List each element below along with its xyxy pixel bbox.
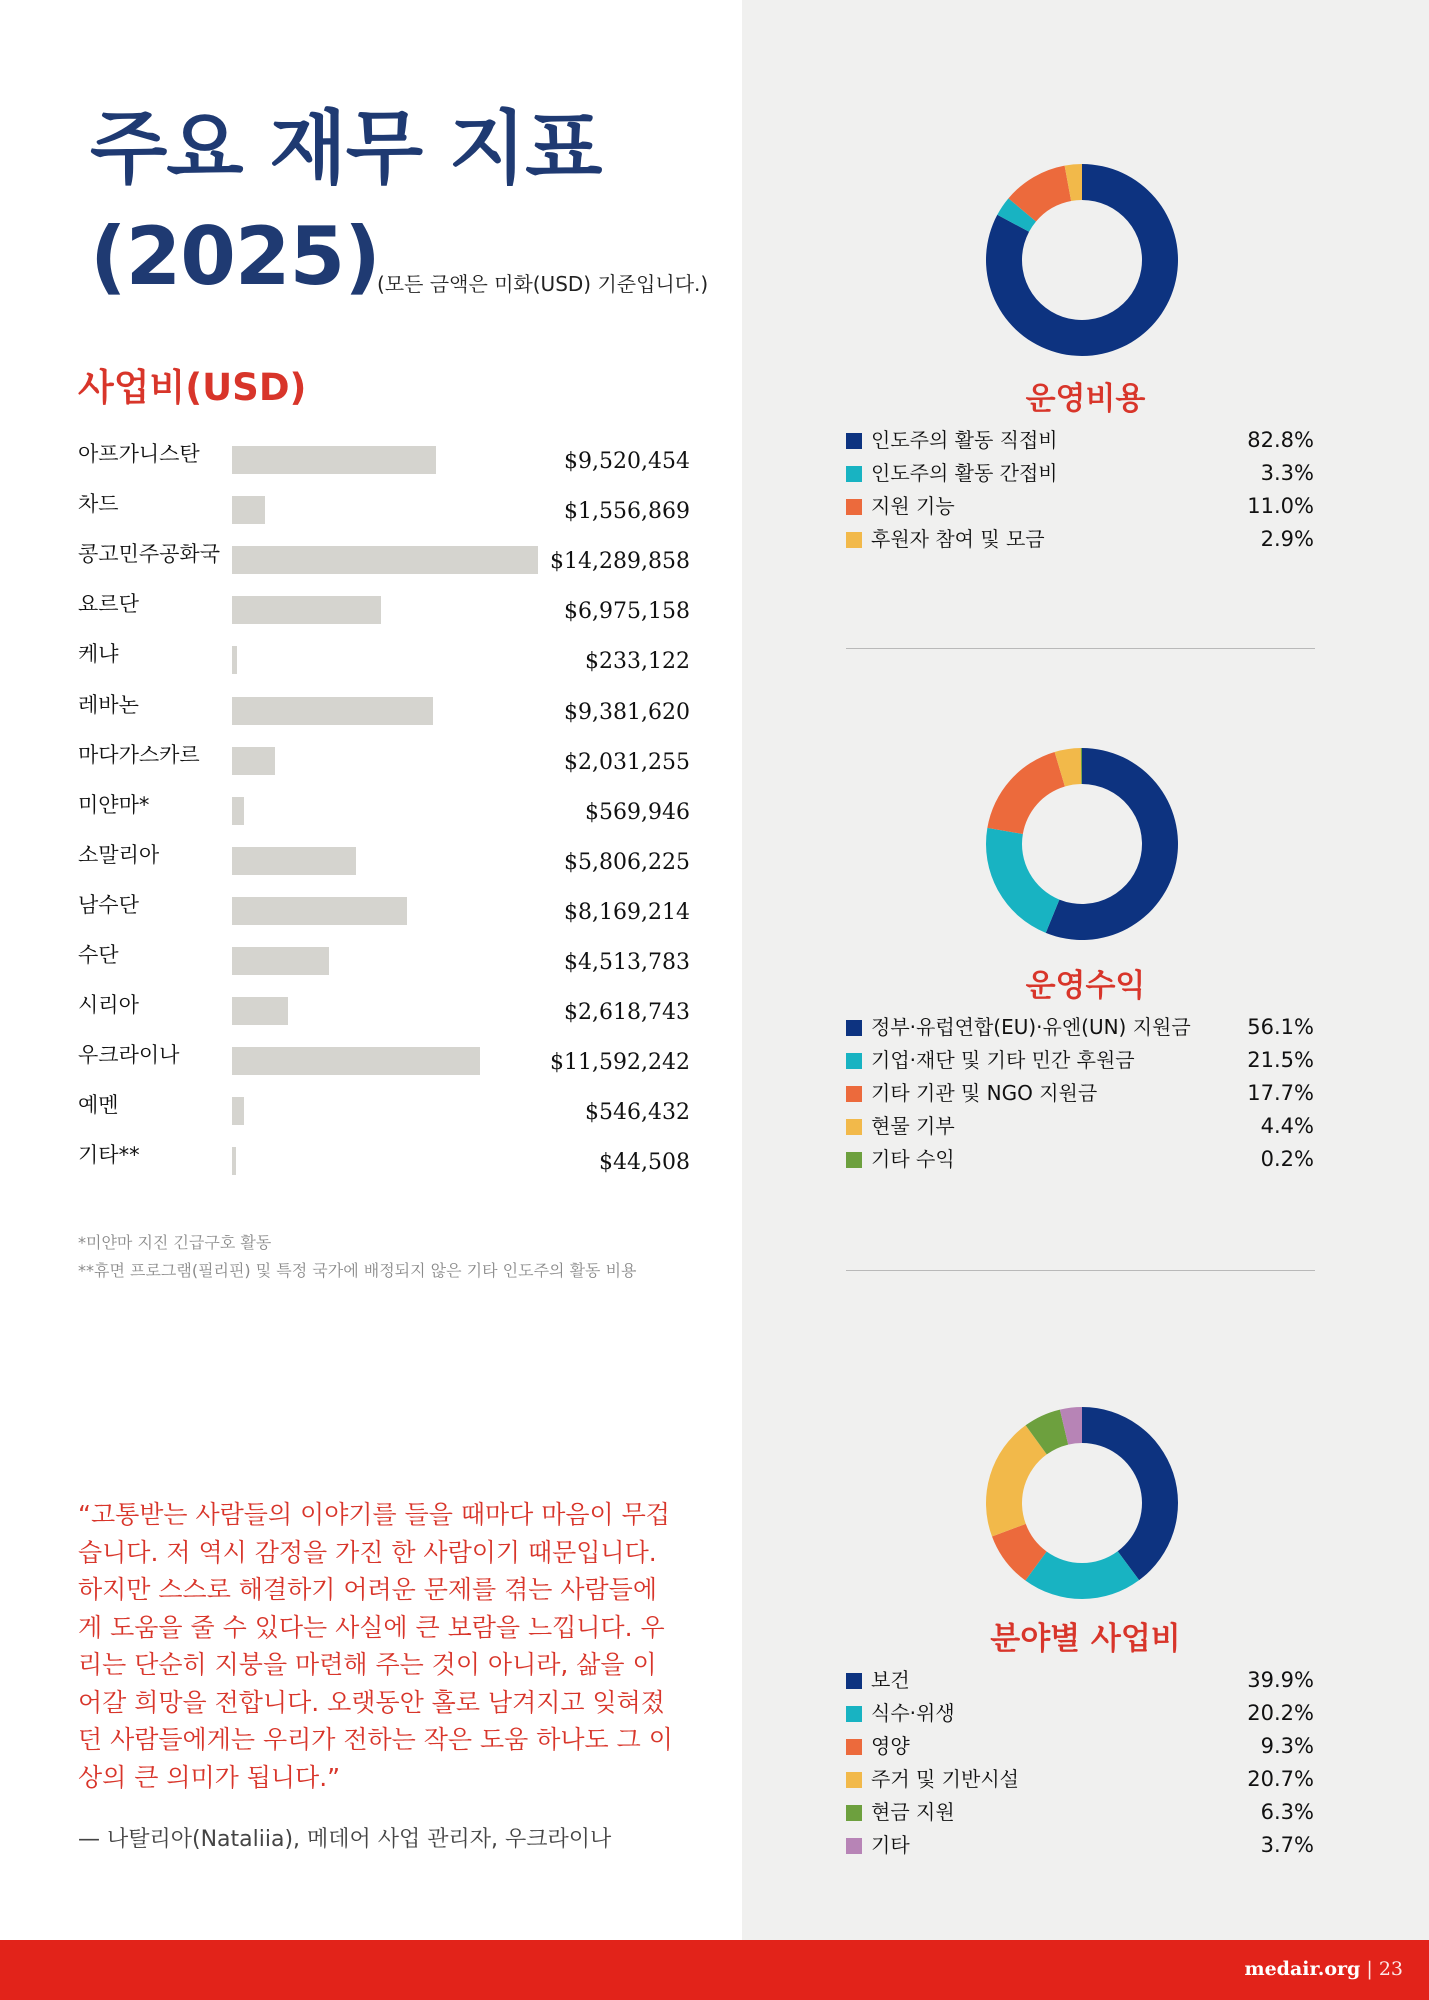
bar bbox=[232, 697, 433, 725]
bar-row bbox=[78, 741, 690, 781]
legend-label: 지원 기능 bbox=[871, 494, 955, 518]
bar bbox=[232, 1047, 480, 1075]
footnote-other: **휴면 프로그램(필리핀) 및 특정 국가에 배정되지 않은 기타 인도주의 활동 비용 bbox=[78, 1261, 637, 1280]
bar-track bbox=[232, 446, 542, 474]
legend-swatch bbox=[846, 433, 862, 449]
footer-separator: | bbox=[1360, 1958, 1379, 1980]
operating-income-title: 운영수익 bbox=[1025, 968, 1146, 1004]
legend-value: 11.0% bbox=[1247, 494, 1314, 518]
legend-swatch bbox=[846, 1053, 862, 1069]
legend-label: 기타 수익 bbox=[871, 1147, 955, 1171]
bar-label: 콩고민주공화국 bbox=[78, 542, 221, 567]
bar-row bbox=[78, 590, 690, 630]
bar-track bbox=[232, 947, 542, 975]
legend-row bbox=[846, 1044, 1314, 1077]
bar-value-label: $6,975,158 bbox=[564, 599, 690, 625]
bar-track bbox=[232, 596, 542, 624]
legend-row bbox=[846, 1829, 1314, 1862]
legend-label: 보건 bbox=[871, 1668, 910, 1692]
bar-value-label: $546,432 bbox=[585, 1100, 690, 1126]
bar-label: 마다가스카르 bbox=[78, 742, 200, 767]
legend-row bbox=[846, 424, 1314, 457]
legend-swatch bbox=[846, 532, 862, 548]
bar bbox=[232, 847, 356, 875]
legend-row bbox=[846, 490, 1314, 523]
donut-slice bbox=[1082, 1407, 1178, 1580]
legend-value: 0.2% bbox=[1260, 1147, 1314, 1171]
bar-row bbox=[78, 1091, 690, 1131]
bar bbox=[232, 546, 538, 574]
bar-row bbox=[78, 941, 690, 981]
legend-value: 3.3% bbox=[1260, 461, 1314, 485]
bar-row bbox=[78, 490, 690, 530]
footer-bar bbox=[0, 1940, 1429, 2000]
legend-row bbox=[846, 1077, 1314, 1110]
legend-label: 기타 bbox=[871, 1833, 910, 1857]
operating-costs-donut bbox=[974, 152, 1190, 368]
bar-track bbox=[232, 697, 542, 725]
page-number: 23 bbox=[1378, 1958, 1403, 1980]
footer-site-link[interactable]: medair.org bbox=[1244, 1958, 1361, 1980]
bar-row bbox=[78, 640, 690, 680]
bar-label: 우크라이나 bbox=[78, 1043, 180, 1068]
donut-slice bbox=[1025, 1551, 1139, 1599]
bar-chart-title: 사업비(USD) bbox=[78, 366, 307, 409]
divider-1 bbox=[846, 648, 1315, 649]
bar-value-label: $11,592,242 bbox=[550, 1050, 690, 1076]
legend-swatch bbox=[846, 1673, 862, 1689]
legend-label: 주거 및 기반시설 bbox=[871, 1767, 1019, 1791]
operating-income-legend bbox=[846, 1011, 1314, 1176]
bar-row bbox=[78, 791, 690, 831]
bar-value-label: $1,556,869 bbox=[564, 499, 690, 525]
bar bbox=[232, 797, 244, 825]
bar-row bbox=[78, 540, 690, 580]
legend-swatch bbox=[846, 1739, 862, 1755]
bar-track bbox=[232, 997, 542, 1025]
bar-track bbox=[232, 1147, 542, 1175]
legend-label: 기타 기관 및 NGO 지원금 bbox=[871, 1081, 1098, 1105]
bar bbox=[232, 997, 288, 1025]
bar bbox=[232, 897, 407, 925]
legend-swatch bbox=[846, 1805, 862, 1821]
bar bbox=[232, 646, 237, 674]
legend-value: 20.2% bbox=[1247, 1701, 1314, 1725]
bar-label: 시리아 bbox=[78, 993, 139, 1018]
legend-swatch bbox=[846, 499, 862, 515]
footer-text bbox=[1244, 1958, 1403, 1980]
bar-value-label: $2,618,743 bbox=[564, 1000, 690, 1026]
donut-slice bbox=[986, 828, 1059, 933]
legend-swatch bbox=[846, 1086, 862, 1102]
program-costs-by-sector-donut bbox=[974, 1395, 1190, 1611]
legend-value: 3.7% bbox=[1260, 1833, 1314, 1857]
legend-row bbox=[846, 1011, 1314, 1044]
bar-label: 남수단 bbox=[78, 892, 139, 917]
sector-costs-title: 분야별 사업비 bbox=[990, 1621, 1181, 1657]
bar bbox=[232, 1147, 236, 1175]
bar-row bbox=[78, 691, 690, 731]
bar-track bbox=[232, 747, 542, 775]
legend-value: 82.8% bbox=[1247, 428, 1314, 452]
bar-row bbox=[78, 1041, 690, 1081]
bar-track bbox=[232, 1097, 542, 1125]
bar-value-label: $9,381,620 bbox=[564, 699, 690, 725]
legend-value: 21.5% bbox=[1247, 1048, 1314, 1072]
bar-value-label: $8,169,214 bbox=[564, 899, 690, 925]
bar bbox=[232, 1097, 244, 1125]
legend-swatch bbox=[846, 1020, 862, 1036]
legend-value: 20.7% bbox=[1247, 1767, 1314, 1791]
bar-value-label: $2,031,255 bbox=[564, 749, 690, 775]
bar-track bbox=[232, 496, 542, 524]
bar-value-label: $5,806,225 bbox=[564, 849, 690, 875]
bar-value-label: $233,122 bbox=[585, 649, 690, 675]
quote-attribution: — 나탈리아(Nataliia), 메데어 사업 관리자, 우크라이나 bbox=[78, 1827, 612, 1852]
bar-label: 기타** bbox=[78, 1143, 140, 1168]
legend-swatch bbox=[846, 1119, 862, 1135]
bar-label: 수단 bbox=[78, 943, 119, 967]
bar-label: 아프가니스탄 bbox=[78, 442, 200, 466]
legend-value: 4.4% bbox=[1260, 1114, 1314, 1138]
bar-track bbox=[232, 546, 542, 574]
legend-swatch bbox=[846, 1838, 862, 1854]
bar bbox=[232, 596, 381, 624]
legend-row bbox=[846, 457, 1314, 490]
legend-label: 기업·재단 및 기타 민간 후원금 bbox=[871, 1048, 1135, 1072]
title-line-1: 주요 재무 지표 bbox=[90, 102, 602, 195]
operating-income-donut bbox=[974, 736, 1190, 952]
bar-track bbox=[232, 847, 542, 875]
legend-label: 후원자 참여 및 모금 bbox=[871, 527, 1045, 551]
legend-swatch bbox=[846, 1152, 862, 1168]
legend-label: 영양 bbox=[871, 1734, 910, 1758]
operating-costs-title: 운영비용 bbox=[1025, 381, 1146, 417]
bar bbox=[232, 747, 275, 775]
currency-note: (모든 금액은 미화(USD) 기준입니다.) bbox=[377, 272, 709, 296]
sector-costs-legend bbox=[846, 1664, 1314, 1862]
legend-value: 17.7% bbox=[1247, 1081, 1314, 1105]
bar-label: 소말리아 bbox=[78, 842, 160, 867]
bar-value-label: $9,520,454 bbox=[564, 449, 690, 474]
legend-value: 9.3% bbox=[1260, 1734, 1314, 1758]
bar-label: 미얀마* bbox=[78, 792, 150, 817]
donut-slice bbox=[986, 1425, 1047, 1536]
footnote-myanmar: *미얀마 지진 긴급구호 활동 bbox=[78, 1233, 272, 1252]
legend-label: 현금 지원 bbox=[871, 1800, 955, 1824]
bar-label: 차드 bbox=[78, 492, 119, 517]
legend-value: 56.1% bbox=[1247, 1015, 1314, 1039]
legend-value: 6.3% bbox=[1260, 1800, 1314, 1824]
legend-swatch bbox=[846, 1772, 862, 1788]
legend-row bbox=[846, 1664, 1314, 1697]
bar-row bbox=[78, 440, 690, 480]
bar-value-label: $44,508 bbox=[599, 1150, 690, 1176]
legend-label: 식수·위생 bbox=[871, 1701, 955, 1725]
legend-value: 39.9% bbox=[1247, 1668, 1314, 1692]
legend-swatch bbox=[846, 1706, 862, 1722]
legend-label: 정부·유럽연합(EU)·유엔(UN) 지원금 bbox=[871, 1015, 1191, 1039]
bar bbox=[232, 496, 265, 524]
quote-text: “고통받는 사람들의 이야기를 들을 때마다 마음이 무겁습니다. 저 역시 감정을 가진 한 사람이기 때문입니다. 하지만 스스로 해결하기 어려운 문제를 겪는 사람들에게 도움을 줄 수 있다는 사실에 큰 보람을 느낍니다. 우리는 단순히 지붕을 마련해 주는 것이 아니라, 삶을 이어갈 희망을 전합니다. 오랫동안 홀로 남겨지고 잊혀졌던 사람들에게는 우리가 전하는 작은 도움 하나도 그 이상의 큰 의미가 됩니다.” bbox=[78, 1500, 673, 1792]
bar-row bbox=[78, 891, 690, 931]
legend-row bbox=[846, 1763, 1314, 1796]
legend-value: 2.9% bbox=[1260, 527, 1314, 551]
bar-track bbox=[232, 646, 542, 674]
title-line-2: (2025) bbox=[90, 210, 380, 303]
legend-row bbox=[846, 523, 1314, 556]
divider-2 bbox=[846, 1270, 1315, 1271]
bar-track bbox=[232, 1047, 542, 1075]
bar bbox=[232, 446, 436, 474]
bar-label: 예멘 bbox=[78, 1093, 119, 1118]
legend-row bbox=[846, 1697, 1314, 1730]
bar-track bbox=[232, 797, 542, 825]
legend-label: 현물 기부 bbox=[871, 1114, 955, 1138]
bar-label: 요르단 bbox=[78, 592, 139, 617]
legend-row bbox=[846, 1143, 1314, 1176]
bar-value-label: $569,946 bbox=[585, 799, 690, 825]
legend-swatch bbox=[846, 466, 862, 482]
operating-costs-legend bbox=[846, 424, 1314, 556]
legend-label: 인도주의 활동 직접비 bbox=[871, 428, 1058, 452]
bar-label: 레바논 bbox=[78, 692, 139, 717]
legend-row bbox=[846, 1796, 1314, 1829]
bar-row bbox=[78, 991, 690, 1031]
donut-slice bbox=[987, 752, 1065, 834]
bar-row bbox=[78, 1141, 690, 1181]
bar bbox=[232, 947, 329, 975]
bar-value-label: $14,289,858 bbox=[550, 549, 690, 575]
legend-row bbox=[846, 1110, 1314, 1143]
bar-label: 케냐 bbox=[78, 642, 119, 667]
bar-value-label: $4,513,783 bbox=[564, 950, 690, 975]
bar-row bbox=[78, 841, 690, 881]
bar-track bbox=[232, 897, 542, 925]
legend-row bbox=[846, 1730, 1314, 1763]
legend-label: 인도주의 활동 간접비 bbox=[871, 461, 1058, 485]
